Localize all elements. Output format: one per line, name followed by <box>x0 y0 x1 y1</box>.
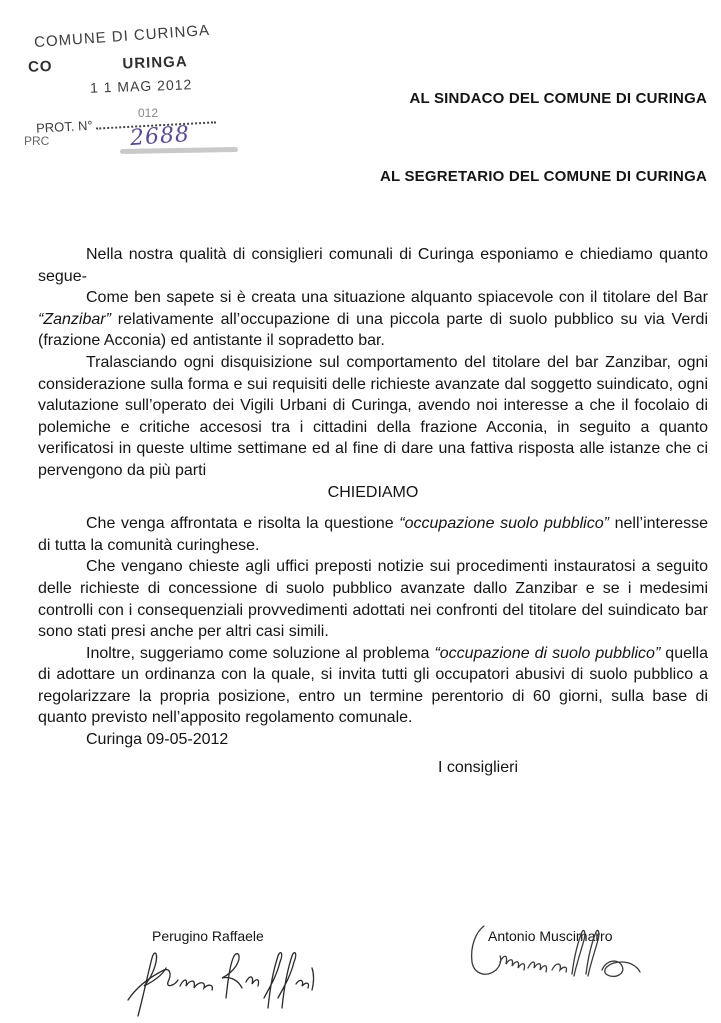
recipient-mayor: AL SINDACO DEL COMUNE DI CURINGA <box>409 90 707 107</box>
request-heading: CHIEDIAMO <box>327 483 419 501</box>
signoff: I consiglieri <box>437 758 519 776</box>
stamp-protocol-number: 2688 <box>129 121 191 152</box>
stamp-prc-label: PRC <box>24 134 50 148</box>
signature-right <box>462 918 652 998</box>
stamp-line-overprint: CO URINGA <box>27 53 188 76</box>
stamp-line-comune: COMUNE DI CURINGA <box>33 21 211 52</box>
paragraph-context: Tralasciando ogni disquisizione sul comportamento del titolare del bar Zanzibar, ogni considerazione sulla forma e sui requisiti delle richieste avanzate dal soggetto suindicato, ogni valutazione sull’operato dei Vigili Urbani di Curinga, avendo noi interesse a che il focolaio di polemiche e critiche accesosi tra i cittadini della frazione Acconia, in seguito a quanto verificatosi in queste ultime settimane ed al fine di dare una fattiva risposta alle istanze che ci pervengono da più parti <box>38 353 708 479</box>
protocol-stamp <box>20 18 260 168</box>
recipient-secretary: AL SEGRETARIO DEL COMUNE DI CURINGA <box>379 168 707 185</box>
paragraph-request-2: Che vengano chieste agli uffici preposti notizie sui procedimenti instauratosi a seguito delle richieste di concessione di suolo pubblico avanzate dallo Zanzibar e se i medesimi controlli con i consequenziali provvedimenti adottati nei confronti del titolare del suindicato bar sono stati presi anche per altri casi simili. <box>38 558 708 641</box>
letter-body <box>38 244 708 778</box>
paragraph-suggestion: Inoltre, suggeriamo come soluzione al problema “occupazione di suolo pubblico” quella di adottare un ordinanza con la quale, si invita tutti gli occupatori abusivi di suolo pubblico a regolarizzare la propria posizione, entro un termine perentorio di 60 giorni, sulla base di quanto previsto nell’apposito regolamento comunale. <box>38 644 708 727</box>
paragraph-intro: Nella nostra qualità di consiglieri comunali di Curinga esponiamo e chiediamo quanto segue- <box>38 246 708 285</box>
place-date: Curinga 09-05-2012 <box>86 731 229 749</box>
stamp-date: 1 1 MAG 2012 <box>89 76 193 96</box>
stamp-faded-year: 012 <box>138 106 159 120</box>
signatory-left-name: Perugino Raffaele <box>152 928 264 944</box>
signature-left <box>118 938 328 1020</box>
stamp-smudge <box>120 147 238 154</box>
paragraph-situation: Come ben sapete si è creata una situazione alquanto spiacevole con il titolare del Bar “Zanzibar” relativamente all’occupazione di una piccola parte di suolo pubblico su via Verdi (frazione Acconia) ed antistante il sopradetto bar. <box>38 289 708 350</box>
paragraph-request-1: Che venga affrontata e risolta la questione “occupazione suolo pubblico” nell’interesse di tutta la comunità curinghese. <box>38 515 709 554</box>
stamp-prot-label: PROT. N° <box>36 111 217 135</box>
signatory-right-name: Antonio Muscimarro <box>488 928 613 944</box>
